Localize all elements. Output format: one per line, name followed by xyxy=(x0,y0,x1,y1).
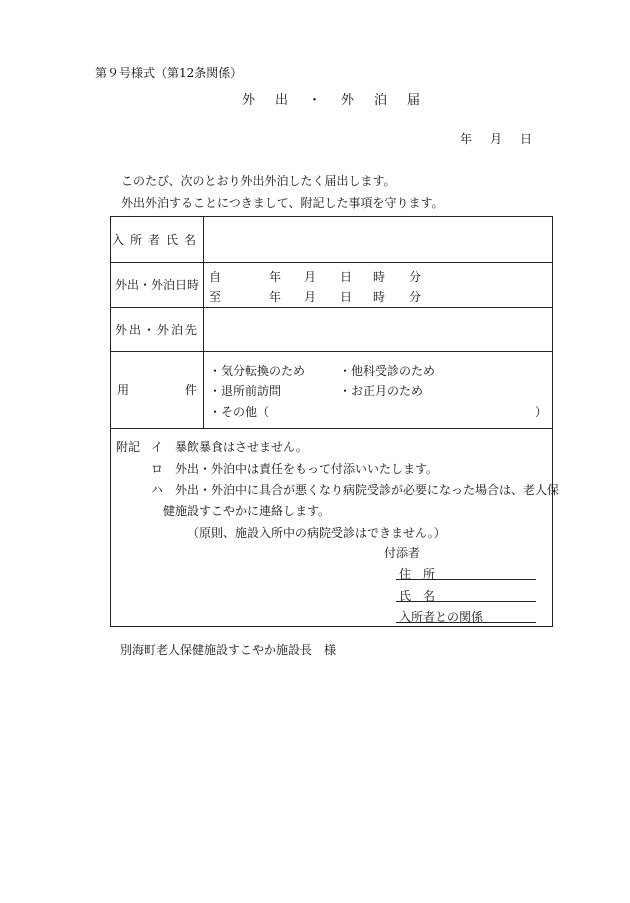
date-day: 日 xyxy=(520,132,551,146)
to-hour-unit: 時 xyxy=(373,290,386,304)
note-i-text: 暴飲暴食はさせません。 xyxy=(175,440,308,454)
from-month-unit: 月 xyxy=(304,270,317,284)
notes-heading: 附記 xyxy=(116,440,141,454)
date-line xyxy=(460,130,550,147)
note-ha-text-2: 健施設すこやかに連絡します。 xyxy=(163,504,331,518)
from-day-unit: 日 xyxy=(340,270,353,284)
to-label: 至 xyxy=(209,290,222,304)
note-ha-marker: ハ xyxy=(151,483,164,497)
note-ha-text-1: 外出・外泊中に具合が悪くなり病院受診が必要になった場合は、老人保 xyxy=(175,483,560,497)
to-minute-unit: 分 xyxy=(409,290,422,304)
note-ro-text: 外出・外泊中は責任をもって付添いいたします。 xyxy=(175,462,439,476)
purpose-option-refresh: ・気分転換のため xyxy=(209,364,306,378)
datetime-label: 外出・外泊日時 xyxy=(114,278,199,292)
attendant-name-label: 氏 名 xyxy=(399,589,436,603)
application-form-table xyxy=(110,216,560,627)
destination-label: 外出・外泊先 xyxy=(114,322,199,337)
from-hour-unit: 時 xyxy=(373,270,386,284)
from-minute-unit: 分 xyxy=(409,270,422,284)
attendant-relation-label: 入所者との関係 xyxy=(399,610,484,624)
date-month: 月 xyxy=(490,132,521,146)
to-year-unit: 年 xyxy=(269,290,282,304)
purpose-option-other-clinic: ・他科受診のため xyxy=(339,364,436,378)
from-year-unit: 年 xyxy=(269,270,282,284)
document-title: 外出・外泊届 xyxy=(242,93,441,108)
to-month-unit: 月 xyxy=(304,290,317,304)
attendant-address-underline xyxy=(396,579,536,580)
to-day-unit: 日 xyxy=(340,290,353,304)
form-number: 第９号様式（第12条関係） xyxy=(95,66,243,80)
note-ha-text-3: （原則、施設入所中の病院受診はできません。） xyxy=(187,526,446,540)
intro-line-2: 外出外泊することにつきまして、附記した事項を守ります。 xyxy=(121,196,444,210)
attendant-heading: 付添者 xyxy=(384,546,421,560)
purpose-option-other-close: ） xyxy=(535,405,548,419)
resident-name-label: 入所者氏名 xyxy=(111,233,202,247)
purpose-label-right: 件 xyxy=(184,383,197,397)
purpose-option-pre-discharge-visit: ・退所前訪問 xyxy=(209,384,282,398)
intro-line-1: このたび、次のとおり外出外泊したく届出します。 xyxy=(121,174,396,188)
note-i-marker: イ xyxy=(151,440,164,454)
date-year: 年 xyxy=(460,132,491,146)
row-divider xyxy=(111,428,552,429)
purpose-option-new-year: ・お正月のため xyxy=(339,384,424,398)
addressee: 別海町老人保健施設すこやか施設長 様 xyxy=(120,643,337,657)
attendant-name-underline xyxy=(396,601,536,602)
from-label: 自 xyxy=(209,270,222,284)
purpose-label xyxy=(111,351,203,428)
attendant-relation-underline xyxy=(396,622,536,623)
note-ro-marker: ロ xyxy=(151,462,164,476)
purpose-option-other: ・その他（ xyxy=(209,405,270,419)
purpose-label-left: 用 xyxy=(117,383,130,397)
column-divider xyxy=(203,217,204,428)
attendant-address-label: 住 所 xyxy=(399,567,436,581)
